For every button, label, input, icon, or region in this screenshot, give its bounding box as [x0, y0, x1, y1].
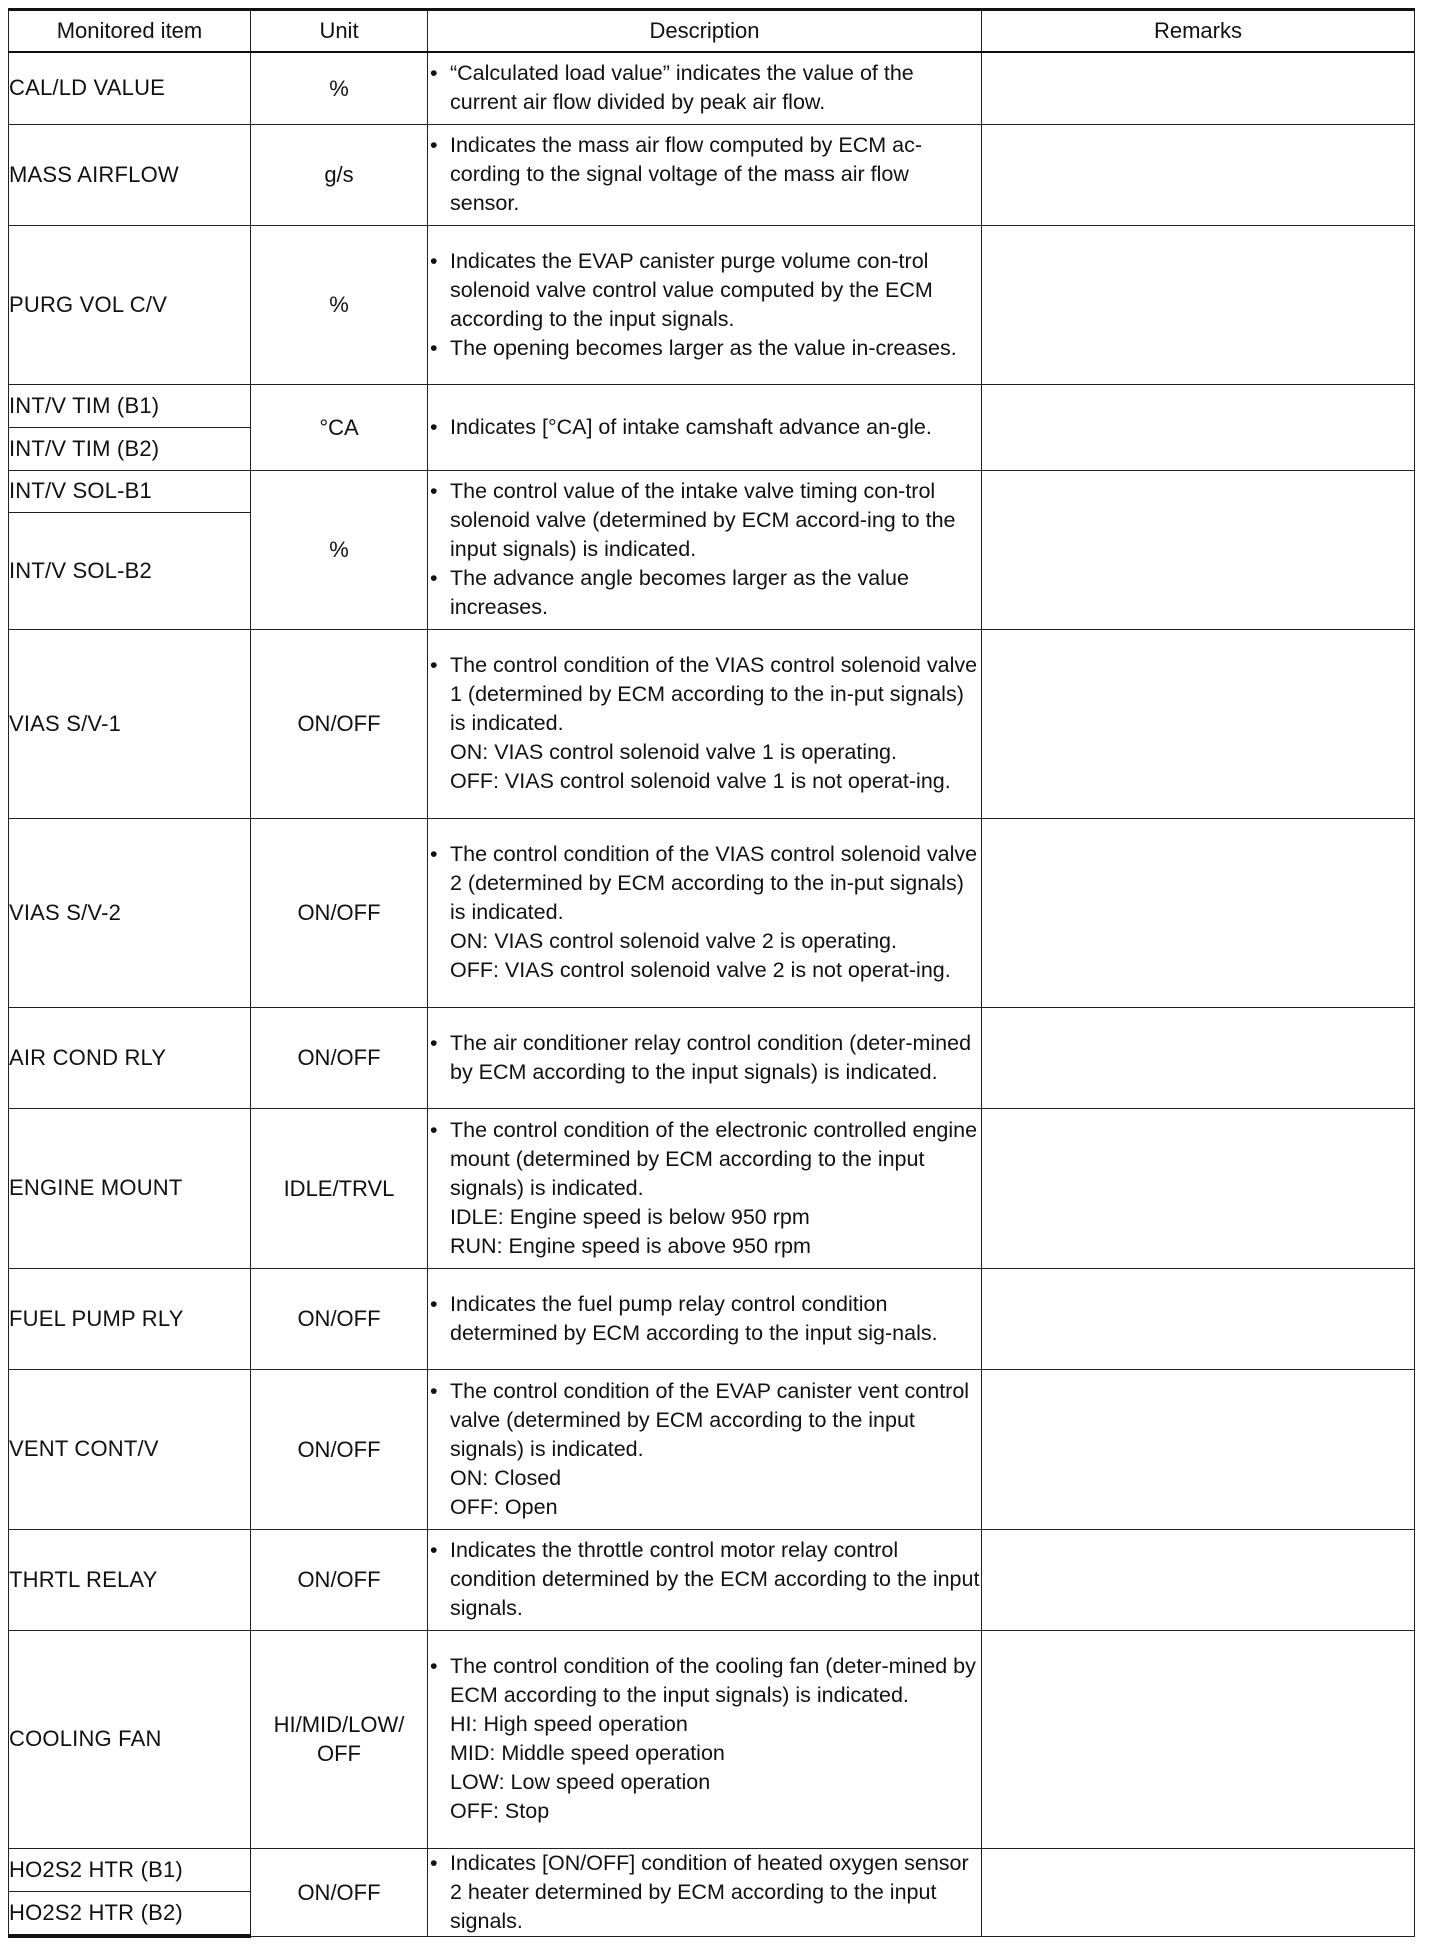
- monitored-item: INT/V SOL-B1: [9, 470, 251, 512]
- description-bullet: • Indicates [°CA] of intake camshaft advance an-gle.: [428, 413, 981, 442]
- remarks: [982, 1268, 1415, 1369]
- monitored-item: INT/V TIM (B1): [9, 384, 251, 427]
- monitored-item: THRTL RELAY: [9, 1529, 251, 1630]
- monitored-item: AIR COND RLY: [9, 1007, 251, 1108]
- table-row: [9, 818, 1415, 1007]
- monitored-item: COOLING FAN: [9, 1630, 251, 1848]
- description-line: IDLE: Engine speed is below 950 rpm: [450, 1204, 810, 1229]
- unit: %: [251, 225, 428, 384]
- description-bullet: • The control condition of the cooling fan (deter-mined by ECM according to the input signals) is indicated.: [428, 1652, 981, 1710]
- description-line: OFF: Open: [450, 1494, 558, 1519]
- description: [428, 818, 982, 1007]
- monitor-item-table: [8, 8, 1415, 1938]
- remarks: [982, 225, 1415, 384]
- unit: [251, 1630, 428, 1848]
- table-row: [9, 384, 1415, 427]
- table-row: [9, 1630, 1415, 1848]
- description: [428, 1369, 982, 1529]
- description-line: OFF: Stop: [450, 1799, 550, 1823]
- description: [428, 52, 982, 124]
- description: [428, 1630, 982, 1848]
- unit: ON/OFF: [251, 818, 428, 1007]
- remarks: [982, 1007, 1415, 1108]
- description: [428, 1268, 982, 1369]
- monitored-item: CAL/LD VALUE: [9, 52, 251, 124]
- description: [428, 1529, 982, 1630]
- description-bullet: • The control condition of the electronic controlled engine mount (determined by ECM according to the input signals) is indicated.: [428, 1116, 981, 1203]
- unit-line: OFF: [317, 1741, 361, 1766]
- table-row: [9, 1529, 1415, 1630]
- header-row: [9, 10, 1415, 53]
- description-bullet: • Indicates the EVAP canister purge volume con-trol solenoid valve control value computed by the ECM according to the input signals.: [428, 247, 981, 334]
- remarks: [982, 818, 1415, 1007]
- unit: ON/OFF: [251, 1268, 428, 1369]
- description-line: ON: Closed: [450, 1465, 562, 1490]
- monitored-item: HO2S2 HTR (B1): [9, 1848, 251, 1891]
- unit: ON/OFF: [251, 1848, 428, 1936]
- description-bullet: • The advance angle becomes larger as the value increases.: [428, 564, 981, 622]
- description-bullet: • The control value of the intake valve timing con-trol solenoid valve (determined by ECM accord-ing to the input signals) is indicated.: [428, 477, 981, 564]
- remarks: [982, 52, 1415, 124]
- monitored-item: HO2S2 HTR (B2): [9, 1891, 251, 1936]
- unit: %: [251, 470, 428, 629]
- unit: %: [251, 52, 428, 124]
- description: [428, 629, 982, 818]
- description: [428, 384, 982, 470]
- monitored-item: FUEL PUMP RLY: [9, 1268, 251, 1369]
- description-bullet: • The control condition of the VIAS control solenoid valve 1 (determined by ECM according to the in-put signals) is indicated.: [428, 651, 981, 738]
- description: [428, 225, 982, 384]
- remarks: [982, 1630, 1415, 1848]
- unit: IDLE/TRVL: [251, 1108, 428, 1268]
- description-bullet: • Indicates [ON/OFF] condition of heated oxygen sensor 2 heater determined by ECM according to the input signals.: [428, 1849, 981, 1936]
- header-remarks: Remarks: [982, 10, 1415, 53]
- description: [428, 1108, 982, 1268]
- unit: ON/OFF: [251, 629, 428, 818]
- unit: ON/OFF: [251, 1007, 428, 1108]
- table-row: [9, 52, 1415, 124]
- table-row: [9, 1108, 1415, 1268]
- table-row: [9, 470, 1415, 512]
- description-line: MID: Middle speed operation: [450, 1741, 725, 1765]
- description-bullet: • Indicates the mass air flow computed by ECM ac-cording to the signal voltage of the mass air flow sensor.: [428, 131, 981, 218]
- table-row: [9, 225, 1415, 384]
- description: [428, 1848, 982, 1936]
- description-line: OFF: VIAS control solenoid valve 1 is not operat-ing.: [450, 769, 951, 793]
- monitored-item: INT/V TIM (B2): [9, 427, 251, 470]
- monitored-item: VIAS S/V-2: [9, 818, 251, 1007]
- remarks: [982, 124, 1415, 225]
- description-bullet: • Indicates the fuel pump relay control condition determined by ECM according to the input sig-nals.: [428, 1290, 981, 1348]
- description-line: LOW: Low speed operation: [450, 1770, 711, 1794]
- description-line: HI: High speed operation: [450, 1712, 688, 1736]
- description-line: ON: VIAS control solenoid valve 2 is operating.: [450, 929, 897, 953]
- header-unit: Unit: [251, 10, 428, 53]
- remarks: [982, 1369, 1415, 1529]
- table-row: [9, 1007, 1415, 1108]
- remarks: [982, 1848, 1415, 1936]
- unit: ON/OFF: [251, 1369, 428, 1529]
- monitored-item: ENGINE MOUNT: [9, 1108, 251, 1268]
- table-row: [9, 629, 1415, 818]
- description: [428, 124, 982, 225]
- remarks: [982, 629, 1415, 818]
- unit-line: HI/MID/LOW/: [273, 1712, 405, 1737]
- description: [428, 470, 982, 629]
- description-bullet: • Indicates the throttle control motor relay control condition determined by the ECM according to the input signals.: [428, 1536, 981, 1623]
- header-description: Description: [428, 10, 982, 53]
- description-bullet: • The opening becomes larger as the value in-creases.: [428, 334, 981, 363]
- monitored-item: INT/V SOL-B2: [9, 512, 251, 629]
- description-bullet: • “Calculated load value” indicates the value of the current air flow divided by peak air flow.: [428, 59, 981, 117]
- description-bullet: • The control condition of the EVAP canister vent control valve (determined by ECM according to the input signals) is indicated.: [428, 1377, 981, 1464]
- monitored-item: PURG VOL C/V: [9, 225, 251, 384]
- remarks: [982, 384, 1415, 470]
- description-line: OFF: VIAS control solenoid valve 2 is not operat-ing.: [450, 958, 951, 982]
- description: [428, 1007, 982, 1108]
- table-row: [9, 1848, 1415, 1891]
- description-line: ON: VIAS control solenoid valve 1 is operating.: [450, 740, 897, 764]
- remarks: [982, 470, 1415, 629]
- unit: ON/OFF: [251, 1529, 428, 1630]
- table-row: [9, 1268, 1415, 1369]
- description-bullet: • The air conditioner relay control condition (deter-mined by ECM according to the input signals) is indicated.: [428, 1029, 981, 1087]
- monitored-item: MASS AIRFLOW: [9, 124, 251, 225]
- monitored-item: VIAS S/V-1: [9, 629, 251, 818]
- unit: g/s: [251, 124, 428, 225]
- description-line: RUN: Engine speed is above 950 rpm: [450, 1233, 811, 1258]
- unit: °CA: [251, 384, 428, 470]
- table-row: [9, 124, 1415, 225]
- table-row: [9, 1369, 1415, 1529]
- description-bullet: • The control condition of the VIAS control solenoid valve 2 (determined by ECM according to the in-put signals) is indicated.: [428, 840, 981, 927]
- remarks: [982, 1529, 1415, 1630]
- header-monitored-item: Monitored item: [9, 10, 251, 53]
- remarks: [982, 1108, 1415, 1268]
- monitored-item: VENT CONT/V: [9, 1369, 251, 1529]
